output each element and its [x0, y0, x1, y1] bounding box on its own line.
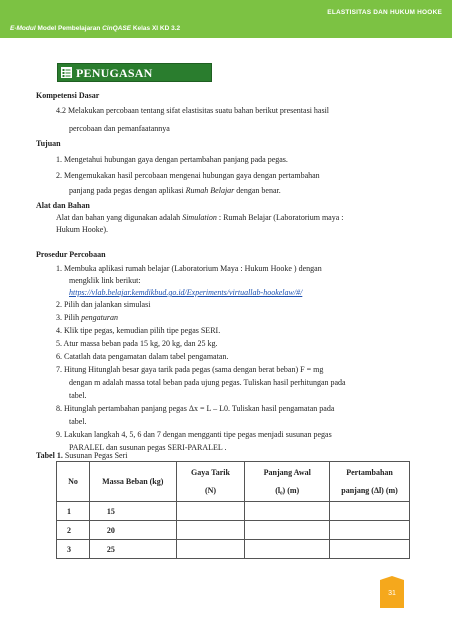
- pengaturan-label: pengaturan: [81, 313, 119, 322]
- tujuan-item-2-cont: [69, 186, 281, 196]
- kompetensi-line-2: percobaan dan pemanfaatannya: [69, 124, 170, 133]
- data-table: [56, 461, 410, 559]
- row-no: 1: [57, 502, 90, 521]
- alat-line-1: [56, 213, 343, 223]
- table-row: [57, 521, 410, 540]
- row-initial-length-cell: [245, 540, 330, 559]
- table-caption: [36, 451, 128, 461]
- model-name: CinQASE: [102, 25, 132, 32]
- prosedur-step-3: [56, 313, 118, 323]
- class-info: Kelas XI KD 3.2: [131, 25, 181, 32]
- section-banner: [57, 63, 212, 95]
- alat-heading: Alat dan Bahan: [36, 201, 90, 210]
- row-extension-cell: [330, 521, 410, 540]
- tujuan-text: panjang pada pegas dengan aplikasi: [69, 186, 186, 195]
- table-header-row: [57, 462, 410, 502]
- tujuan-heading: Tujuan: [36, 139, 61, 148]
- col-header-initial-length: [245, 462, 330, 502]
- tujuan-item-1: 1. Mengetahui hubungan gaya dengan pertambahan panjang pada pegas.: [56, 155, 288, 164]
- row-mass: 25: [89, 540, 176, 559]
- module-label: E-Modul: [10, 25, 36, 32]
- col-header-no: No: [57, 462, 90, 502]
- row-extension-cell: [330, 502, 410, 521]
- row-initial-length-cell: [245, 521, 330, 540]
- row-force-cell: [176, 502, 245, 521]
- col-header-extension: [330, 462, 410, 502]
- kompetensi-heading: Kompetensi Dasar: [36, 91, 100, 100]
- page-number: 31: [388, 590, 396, 597]
- prosedur-step-4: 4. Klik tipe pegas, kemudian pilih tipe pegas SERI.: [56, 326, 221, 335]
- row-extension-cell: [330, 540, 410, 559]
- extension-label: Pertambahan: [346, 468, 393, 477]
- kompetensi-line-1: 4.2 Melakukan percobaan tentang sifat elastisitas suatu bahan berikut presentasi hasil: [56, 106, 330, 115]
- prosedur-step-5: 5. Atur massa beban pada 15 kg, 20 kg, dan 25 kg.: [56, 339, 218, 348]
- initial-length-unit: (l₀) (m): [275, 486, 300, 495]
- header-bar: [0, 0, 452, 38]
- prosedur-step-9-cont: PARALEL dan susunan pegas SERI-PARALEL .: [69, 443, 227, 452]
- col-header-force: [176, 462, 245, 502]
- page-number-tab: [380, 580, 404, 608]
- simulation-label: Simulation: [182, 213, 217, 222]
- step-3-text: 3. Pilih: [56, 313, 82, 322]
- table-caption-text: Susunan Pegas Seri: [62, 451, 128, 460]
- prosedur-step-8: 8. Hitunglah pertambahan panjang pegas Δx = L – L0. Tuliskan hasil pengamatan pada: [56, 404, 335, 413]
- tujuan-text-end: dengan benar.: [234, 186, 281, 195]
- table-row: [57, 502, 410, 521]
- col-header-mass: Massa Beban (kg): [89, 462, 176, 502]
- table-row: [57, 540, 410, 559]
- force-unit: (N): [204, 486, 217, 495]
- module-text: Model Pembelajaran: [35, 25, 103, 32]
- prosedur-step-9: 9. Lakukan langkah 4, 5, 6 dan 7 dengan mengganti tipe pegas menjadi susunan pegas: [56, 430, 332, 439]
- row-mass: 20: [89, 521, 176, 540]
- row-no: 3: [57, 540, 90, 559]
- prosedur-step-7-end: tabel.: [69, 391, 87, 400]
- vlab-link[interactable]: https://vlab.belajar.kemdikbud.go.id/Experiments/virtuallab-hookelaw/#/: [69, 288, 303, 297]
- prosedur-step-1-cont: mengklik link berikut:: [69, 276, 141, 285]
- extension-unit: panjang (Δl) (m): [341, 486, 398, 495]
- app-name: Rumah Belajar: [185, 186, 235, 195]
- prosedur-heading: Prosedur Percobaan: [36, 250, 106, 259]
- table-caption-label: Tabel 1.: [36, 451, 63, 460]
- alat-text: Alat dan bahan yang digunakan adalah: [56, 213, 183, 222]
- module-title: [10, 25, 180, 32]
- chapter-title: ELASTISITAS DAN HUKUM HOOKE: [327, 9, 442, 16]
- alat-line-2: Hukum Hooke).: [56, 225, 108, 234]
- prosedur-step-7: 7. Hitung Hitunglah besar gaya tarik pada pegas (sama dengan berat beban) F = mg: [56, 365, 324, 374]
- prosedur-step-6: 6. Catatlah data pengamatan dalam tabel pengamatan.: [56, 352, 229, 361]
- section-title: PENUGASAN MANDIRI: [76, 66, 153, 95]
- row-no: 2: [57, 521, 90, 540]
- tujuan-item-2: 2. Mengemukakan hasil percobaan mengenai hubungan gaya dengan pertambahan: [56, 171, 320, 180]
- force-label: Gaya Tarik: [191, 468, 230, 477]
- prosedur-step-1: 1. Membuka aplikasi rumah belajar (Laboratorium Maya : Hukum Hooke ) dengan: [56, 264, 322, 273]
- document-list-icon: [60, 66, 73, 79]
- row-mass: 15: [89, 502, 176, 521]
- row-force-cell: [176, 540, 245, 559]
- prosedur-step-8-cont: tabel.: [69, 417, 87, 426]
- initial-length-label: Panjang Awal: [263, 468, 311, 477]
- row-force-cell: [176, 521, 245, 540]
- prosedur-step-2: 2. Pilih dan jalankan simulasi: [56, 300, 151, 309]
- alat-text-end: : Rumah Belajar (Laboratorium maya :: [216, 213, 344, 222]
- prosedur-step-7-cont: dengan m adalah massa total beban pada ujung pegas. Tuliskan hasil perhitungan pada: [69, 378, 346, 387]
- row-initial-length-cell: [245, 502, 330, 521]
